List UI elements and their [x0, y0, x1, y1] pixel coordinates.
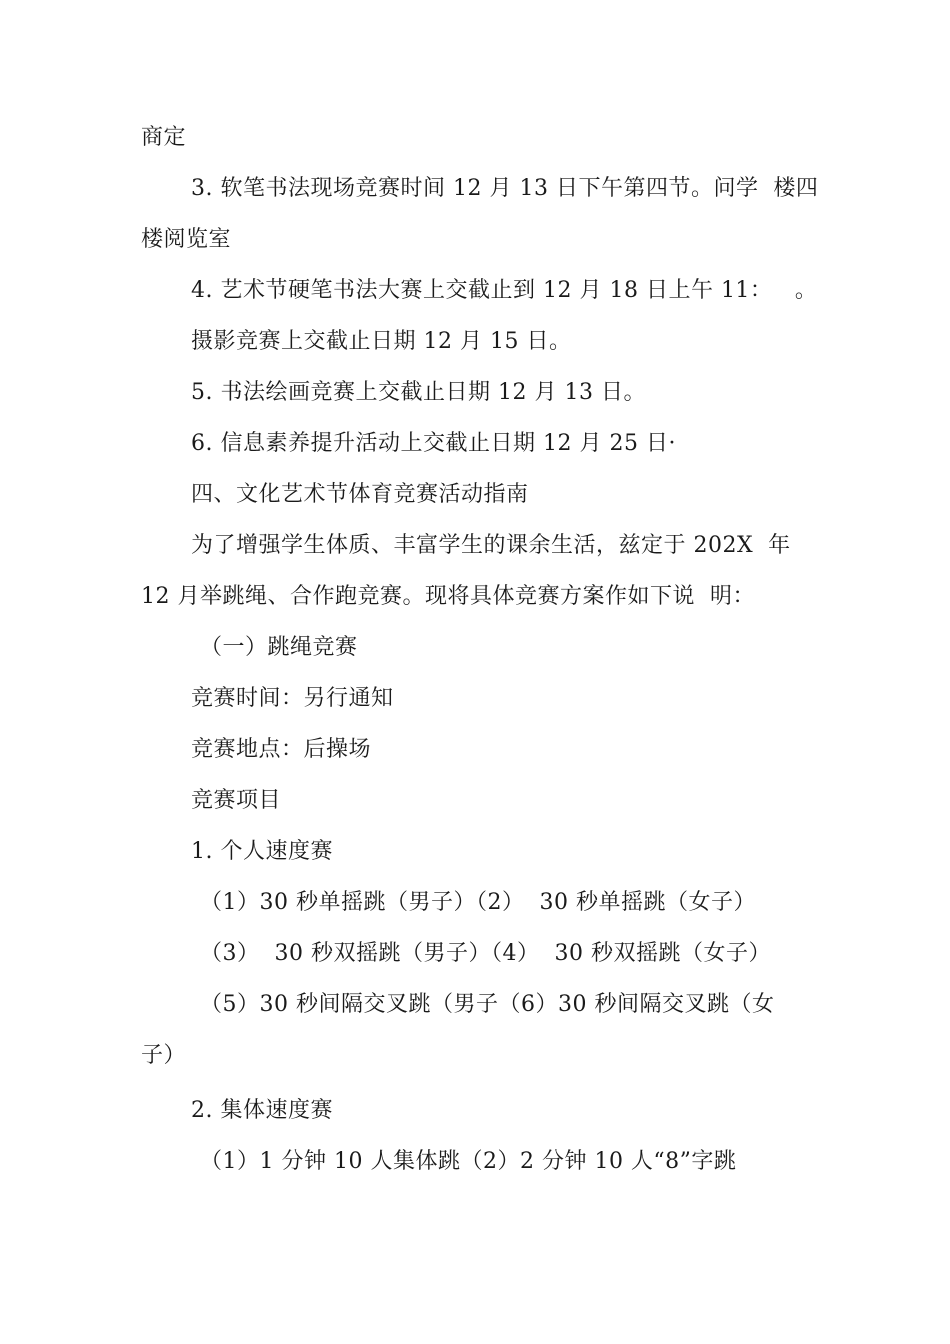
text-line: （5）30 秒间隔交叉跳（男子（6）30 秒间隔交叉跳（女 [200, 992, 775, 1017]
text-line: 竞赛时间：另行通知 [191, 686, 394, 711]
text-line: 6. 信息素养提升活动上交截止日期 12 月 25 日· [191, 431, 676, 456]
text-line: （1）1 分钟 10 人集体跳（2）2 分钟 10 人“8”字跳 [200, 1149, 737, 1174]
text-line: 5. 书法绘画竞赛上交截止日期 12 月 13 日。 [191, 380, 646, 405]
subsection-heading: （一）跳绳竞赛 [200, 635, 358, 660]
section-heading: 四、文化艺术节体育竞赛活动指南 [191, 482, 529, 507]
text-line: 竞赛地点：后操场 [191, 737, 372, 762]
text-line: 为了增强学生体质、丰富学生的课余生活，兹定于 202X 年 [191, 533, 791, 558]
text-line: 楼阅览室 [141, 227, 232, 252]
text-line: 商定 [141, 125, 187, 150]
text-line: 12 月举跳绳、合作跑竞赛。现将具体竞赛方案作如下说 明： [141, 584, 755, 609]
text-line: 3. 软笔书法现场竞赛时间 12 月 13 日下午第四节。问学 楼四 [191, 176, 819, 201]
text-line: 竞赛项目 [191, 788, 282, 813]
text-line: （1）30 秒单摇跳（男子）（2） 30 秒单摇跳（女子） [200, 890, 756, 915]
text-line: 4. 艺术节硬笔书法大赛上交截止到 12 月 18 日上午 11： 。 [191, 278, 818, 303]
text-line: 1. 个人速度赛 [191, 839, 333, 864]
text-line: 摄影竞赛上交截止日期 12 月 15 日。 [191, 329, 572, 354]
text-line: （3） 30 秒双摇跳（男子）（4） 30 秒双摇跳（女子） [200, 941, 771, 966]
text-line: 子） [141, 1043, 187, 1068]
text-line: 2. 集体速度赛 [191, 1098, 333, 1123]
